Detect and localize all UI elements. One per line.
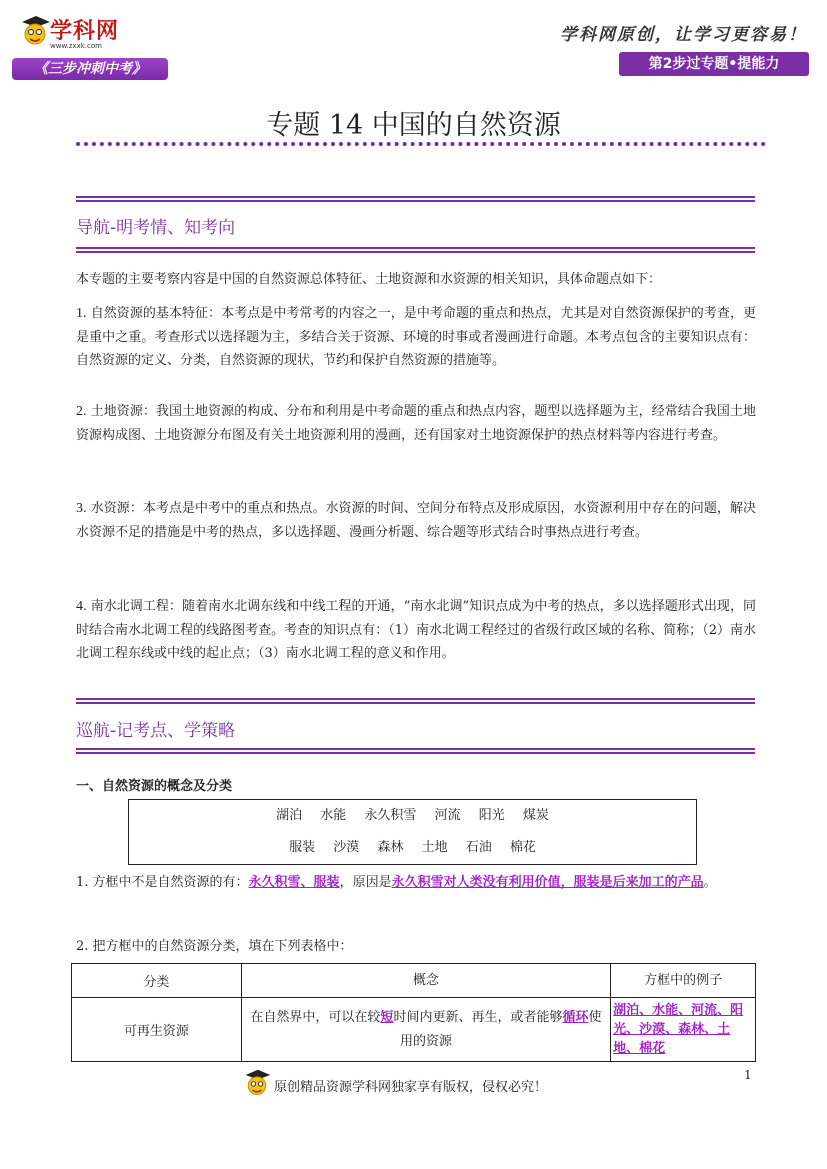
answer-text: 永久积雪对人类没有利用价值，服装是后来加工的产品 (391, 875, 704, 890)
resource-box-row (129, 800, 696, 832)
step-badge: 第2步过专题•提能力 (619, 52, 809, 76)
section-divider (76, 247, 755, 253)
footer (243, 1068, 603, 1098)
question-text: 。 (703, 875, 717, 890)
section-divider (76, 748, 755, 754)
question-2: 2. 把方框中的自然资源分类，填在下列表格中： (76, 939, 353, 954)
point-number: 3. (76, 501, 87, 516)
page-number: 1 (744, 1068, 752, 1082)
resource-item: 水能 (320, 808, 347, 823)
resource-item: 河流 (434, 808, 461, 823)
resource-box-row (129, 832, 696, 864)
section-heading: 导航-明考情、知考向 (76, 218, 236, 238)
concept-text: 时间内更新、再生，或者能够 (393, 1009, 563, 1025)
page-title: 专题 14 中国的自然资源 (266, 110, 561, 141)
title-divider (76, 142, 766, 146)
question-text: 1. 方框中不是自然资源的有： (76, 875, 249, 890)
slogan: 学科网原创，让学习更容易！ (560, 25, 807, 45)
mascot-icon (243, 1068, 271, 1098)
answer-text: 湖泊、水能、河流、阳光、沙漠、森林、土地、棉花 (613, 1003, 744, 1056)
point-paragraph (76, 497, 756, 544)
point-number: 4. (76, 599, 87, 614)
point-number: 1. (76, 306, 87, 321)
resource-item: 石油 (465, 840, 492, 855)
logo-url: www.zxxk.com (50, 42, 102, 50)
concept-text: 使用的资源 (399, 1009, 602, 1049)
point-paragraph (76, 595, 756, 666)
table-cell-concept (241, 998, 610, 1062)
point-text: 自然资源的基本特征：本考点是中考常考的内容之一，是中考命题的重点和热点，尤其是对自然资源保护的考查，更是重中之重。考查形式以选择题为主，多结合关于资源、环境的时事或者漫画进行命题。本考点包含的主要知识点有：自然资源的定义、分类，自然资源的现状，节约和保护自然资源的措施等。 (76, 306, 756, 368)
resource-item: 湖泊 (276, 808, 303, 823)
table-cell-category: 可再生资源 (72, 998, 242, 1062)
section-heading: 巡航-记考点、学策略 (76, 721, 236, 741)
resource-item: 棉花 (509, 840, 536, 855)
series-badge: 《三步冲刺中考》 (12, 58, 168, 80)
logo (20, 14, 130, 54)
table-cell-examples (611, 998, 756, 1062)
logo-text: 学科网 (50, 19, 120, 44)
concept-text: 在自然界中，可以在较 (250, 1009, 381, 1025)
point-text: 南水北调工程：随着南水北调东线和中线工程的开通，“南水北调”知识点成为中考的热点，多以选择题形式出现，同时结合南水北调工程的线路图考查。考查的知识点有：（1）南水北调工程经过的省级行政区域的名称、简称；（2）南水北调工程东线或中线的起止点；（3）南水北调工程的意义和作用。 (76, 599, 757, 661)
point-text: 土地资源：我国土地资源的构成、分布和利用是中考命题的重点和热点内容，题型以选择题为主，经常结合我国土地资源构成图、土地资源分布图及有关土地资源利用的漫画，还有国家对土地资源保护的热点材料等内容进行考查。 (76, 404, 756, 443)
point-paragraph (76, 302, 756, 373)
answer-text: 循环 (562, 1009, 589, 1025)
intro-paragraph: 本专题的主要考察内容是中国的自然资源总体特征、土地资源和水资源的相关知识，具体命题点如下： (76, 272, 662, 287)
resource-item: 永久积雪 (364, 808, 417, 823)
answer-text: 短 (380, 1009, 394, 1025)
section-divider (76, 196, 755, 202)
table-header: 概念 (241, 964, 610, 998)
question-text: ，原因是 (339, 875, 392, 890)
table-header-row (72, 964, 756, 998)
classification-table (71, 963, 756, 1062)
point-number: 2. (76, 404, 87, 419)
resource-box (128, 799, 697, 865)
table-header: 分类 (72, 964, 242, 998)
sub-heading: 一、自然资源的概念及分类 (76, 779, 233, 794)
resource-item: 沙漠 (333, 840, 360, 855)
answer-text: 永久积雪、服装 (248, 875, 340, 890)
section-divider (76, 698, 755, 704)
table-row (72, 998, 756, 1062)
point-text: 水资源：本考点是中考中的重点和热点。水资源的时间、空间分布特点及形成原因，水资源利用中存在的问题，解决水资源不足的措施是中考的热点，多以选择题、漫画分析题、综合题等形式结合时事热点进行考查。 (76, 501, 756, 540)
question-1 (76, 871, 756, 895)
point-paragraph (76, 400, 756, 447)
resource-item: 煤炭 (522, 808, 549, 823)
resource-item: 森林 (377, 840, 404, 855)
resource-item: 阳光 (478, 808, 505, 823)
resource-item: 服装 (289, 840, 316, 855)
resource-item: 土地 (421, 840, 448, 855)
copyright-text: 原创精品资源学科网独家享有版权，侵权必究！ (274, 1080, 548, 1095)
table-header: 方框中的例子 (611, 964, 756, 998)
mascot-icon (20, 14, 50, 48)
